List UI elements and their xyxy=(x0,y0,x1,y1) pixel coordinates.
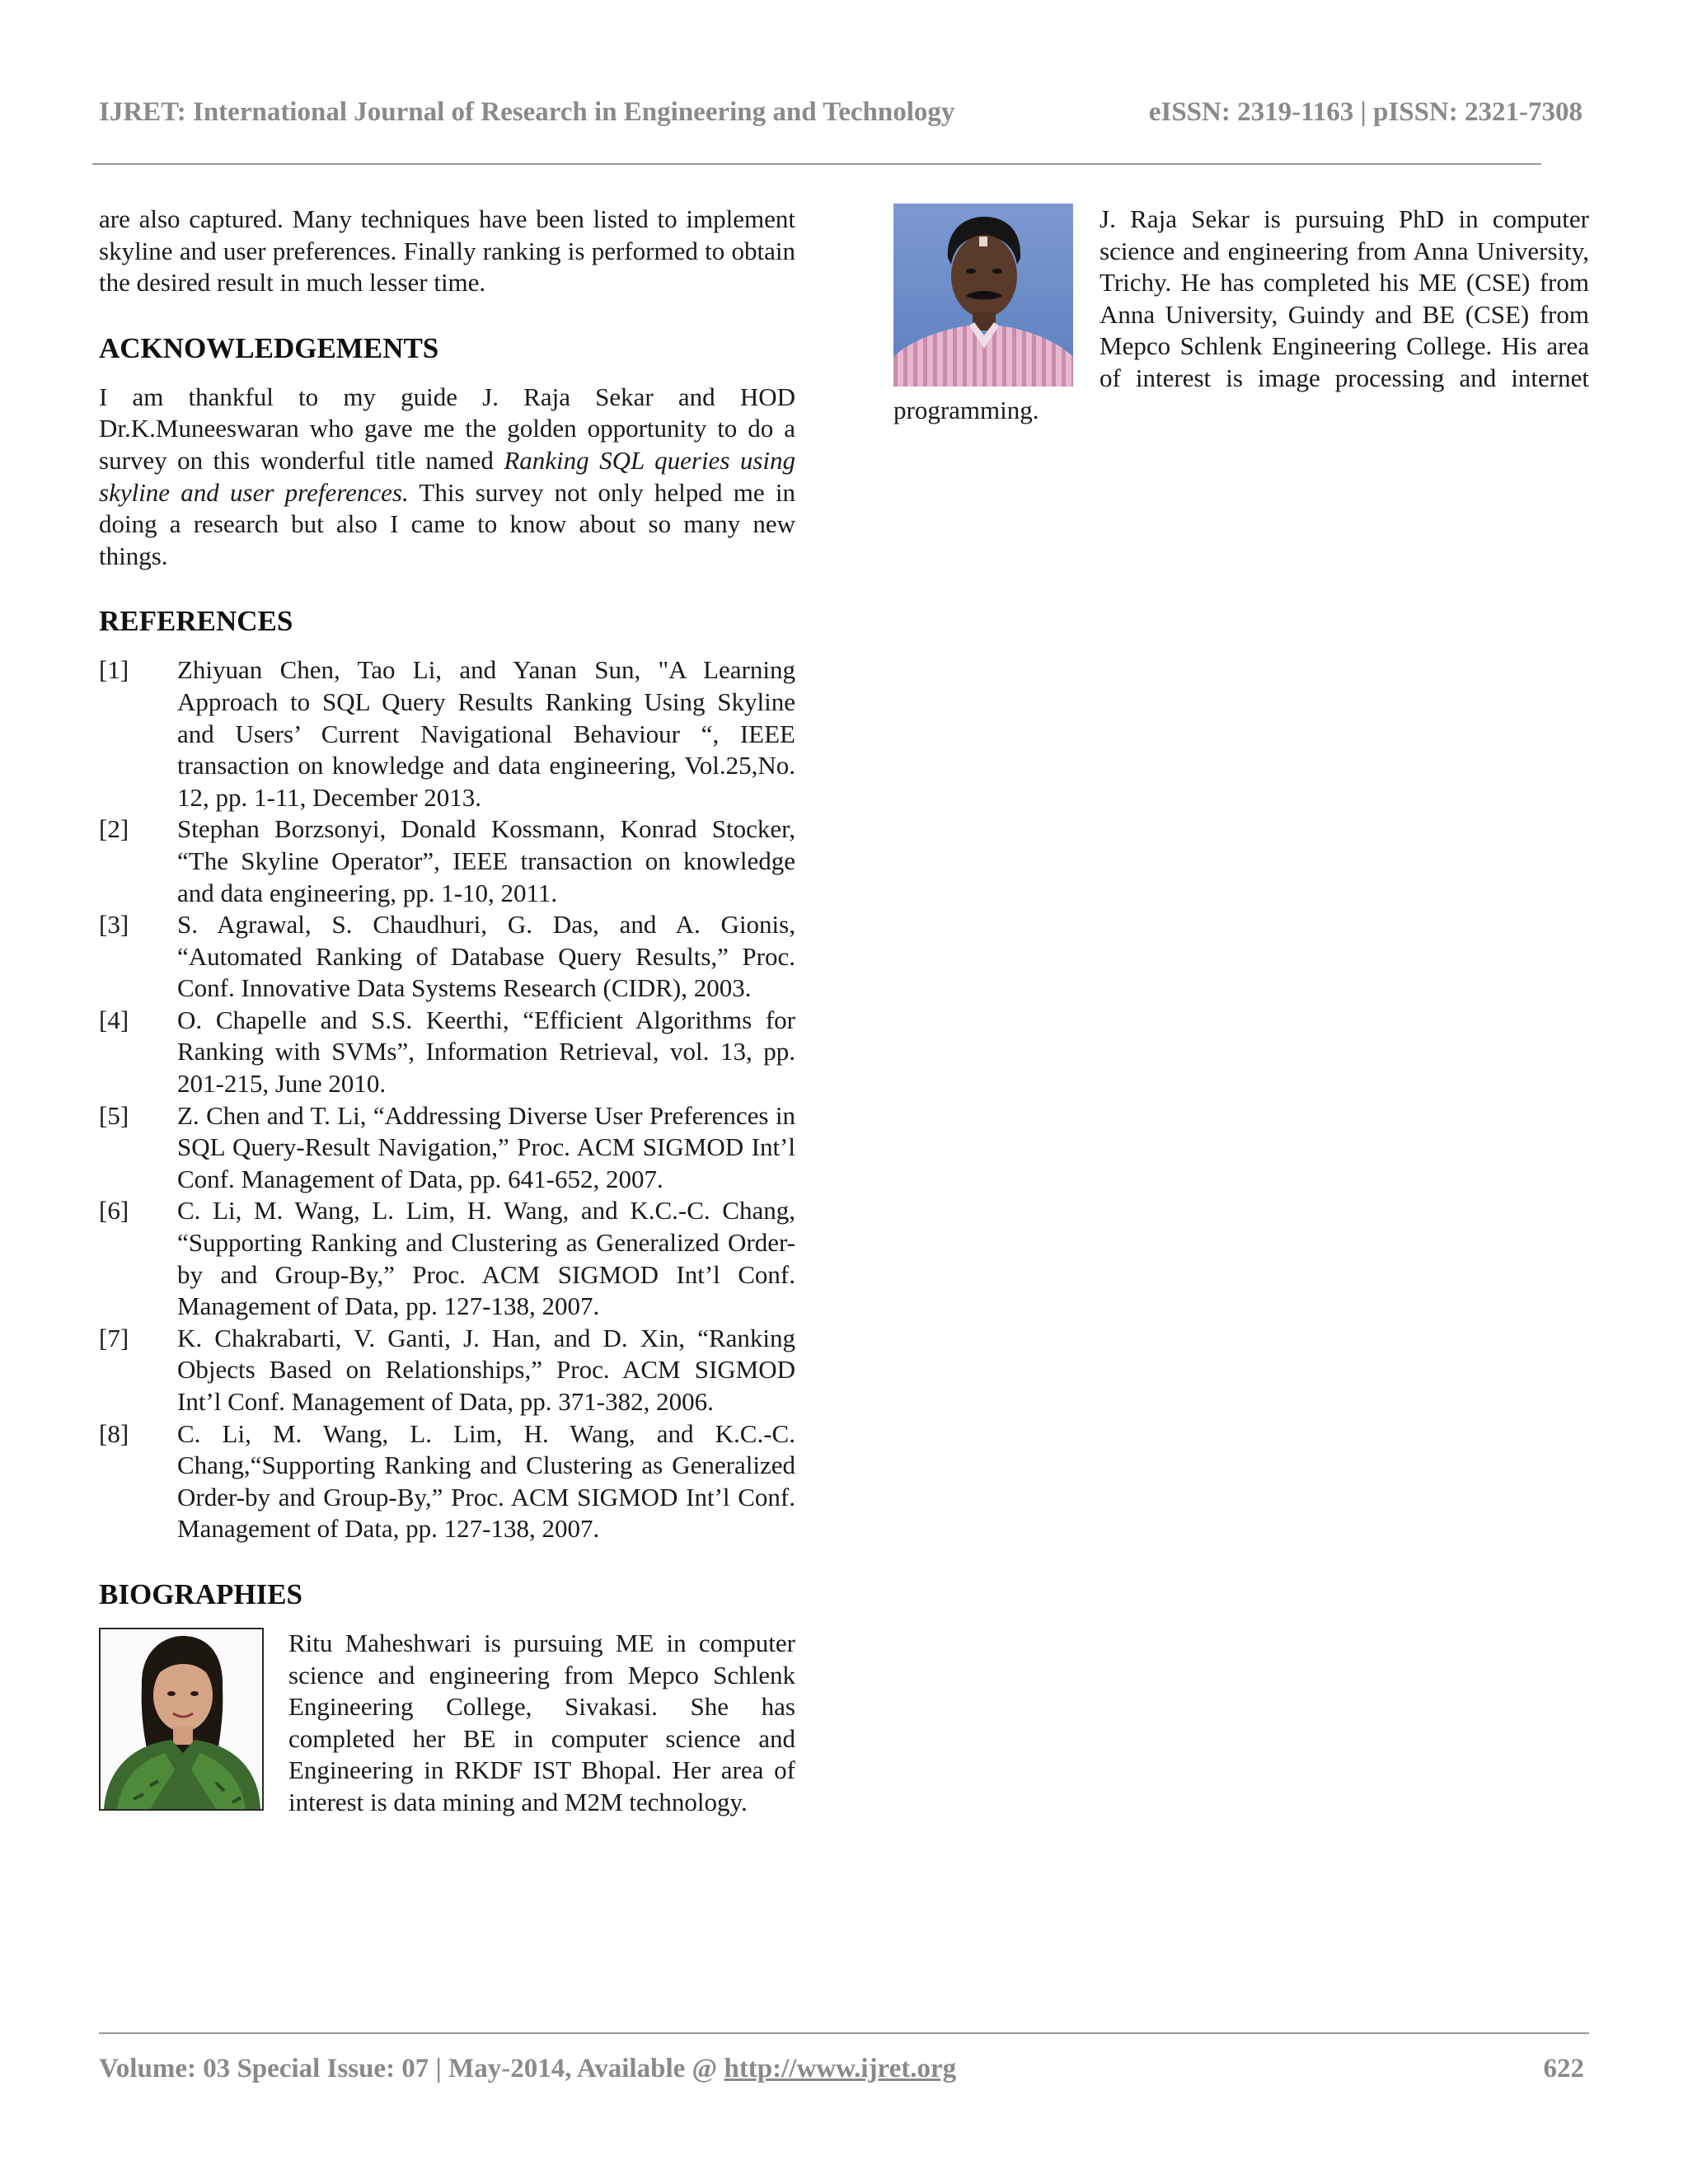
reference-number: [3] xyxy=(99,910,129,940)
reference-number: [7] xyxy=(99,1323,129,1352)
page-number: 622 xyxy=(1543,2054,1584,2083)
ack-text-after: This survey not only helped me in doing a research but also I came to know about so many new things. xyxy=(99,477,795,570)
intro-paragraph: are also captured. Many techniques have been listed to implement skyline and user preferences. Finally ranking is performed to obtain the desired result in much lesser time. xyxy=(99,204,795,298)
reference-item xyxy=(99,1323,795,1418)
biography-ritu xyxy=(99,1628,795,1819)
reference-number: [2] xyxy=(99,814,129,844)
acknowledgements-paragraph xyxy=(99,382,795,573)
reference-text: Stephan Borzsonyi, Donald Kossmann, Konrad Stocker, “The Skyline Operator”, IEEE transaction on knowledge and data engineering, pp. 1-10, 2011. xyxy=(177,814,795,907)
reference-text: C. Li, M. Wang, L. Lim, H. Wang, and K.C.-C. Chang, “Supporting Ranking and Clustering as Generalized Order-by and Group-By,” Proc. ACM SIGMOD Int’l Conf. Management of Data, pp. 127-138, 2007. xyxy=(177,1196,795,1321)
biography-ritu-text: Ritu Maheshwari is pursuing ME in computer science and engineering from Mepco Schlenk Engineering College, Sivakasi. She has completed her BE in computer science and Engineering in RKDF IST Bhopal. Her area of interest is data mining and M2M technology. xyxy=(288,1628,795,1816)
reference-item xyxy=(99,654,795,813)
reference-text: K. Chakrabarti, V. Ganti, J. Han, and D. Xin, “Ranking Objects Based on Relationships,” Proc. ACM SIGMOD Int’l Conf. Management of Data, pp. 371-382, 2006. xyxy=(177,1323,795,1416)
header-divider xyxy=(92,163,1541,165)
ack-survey-title: Ranking SQL queries using skyline and user preferences. xyxy=(99,445,796,507)
footer-volume xyxy=(99,2054,956,2084)
right-column xyxy=(893,204,1589,426)
ack-text-before: I am thankful to my guide J. Raja Sekar and HOD Dr.K.Muneeswaran who gave me the golden opportunity to do a survey on this wonderful title named xyxy=(99,382,795,475)
reference-item xyxy=(99,1418,795,1545)
biography-raja xyxy=(893,204,1589,426)
reference-item xyxy=(99,813,795,909)
author-photo-raja xyxy=(893,204,1073,387)
reference-number: [5] xyxy=(99,1100,129,1130)
reference-number: [1] xyxy=(99,655,129,685)
journal-title: IJRET: International Journal of Research in Engineering and Technology xyxy=(99,97,955,127)
reference-text: Zhiyuan Chen, Tao Li, and Yanan Sun, "A Learning Approach to SQL Query Results Ranking Using Skyline and Users’ Current Navigational Behaviour “, IEEE transaction on knowledge and data engineering, Vol.25,No. 12, pp. 1-11, December 2013. xyxy=(177,655,795,812)
reference-item xyxy=(99,1195,795,1322)
biographies-heading: BIOGRAPHIES xyxy=(99,1577,302,1610)
left-column xyxy=(99,204,795,1819)
issn-line: eISSN: 2319-1163 | pISSN: 2321-7308 xyxy=(1148,97,1582,127)
acknowledgements-heading: ACKNOWLEDGEMENTS xyxy=(99,331,439,364)
reference-text: C. Li, M. Wang, L. Lim, H. Wang, and K.C.-C. Chang,“Supporting Ranking and Clustering as Generalized Order-by and Group-By,” Proc. ACM SIGMOD Int’l Conf. Management of Data, pp. 127-138, 2007. xyxy=(177,1418,795,1544)
portrait-woman-image xyxy=(101,1629,262,1809)
journal-website-link[interactable]: http://www.ijret.org xyxy=(724,2054,957,2083)
reference-item xyxy=(99,909,795,1005)
reference-text: Z. Chen and T. Li, “Addressing Diverse User Preferences in SQL Query-Result Navigation,” Proc. ACM SIGMOD Int’l Conf. Management of Data, pp. 641-652, 2007. xyxy=(177,1100,795,1193)
reference-item xyxy=(99,1100,795,1196)
reference-list xyxy=(99,654,795,1545)
reference-number: [6] xyxy=(99,1196,129,1226)
biography-raja-text: J. Raja Sekar is pursuing PhD in computer science and engineering from Anna University, Trichy. He has completed his ME (CSE) from Anna University, Guindy and BE (CSE) from Mepco Schlenk Engineering College. His area of interest is image processing and internet programming. xyxy=(893,204,1589,424)
portrait-man-image xyxy=(893,204,1073,387)
reference-text: S. Agrawal, S. Chaudhuri, G. Das, and A. Gionis, “Automated Ranking of Database Query Results,” Proc. Conf. Innovative Data Systems Research (CIDR), 2003. xyxy=(177,910,795,1003)
reference-text: O. Chapelle and S.S. Keerthi, “Efficient Algorithms for Ranking with SVMs”, Information Retrieval, vol. 13, pp. 201-215, June 2010. xyxy=(177,1005,795,1099)
reference-number: [8] xyxy=(99,1418,129,1448)
footer-divider xyxy=(99,2032,1589,2034)
references-heading: REFERENCES xyxy=(99,605,293,638)
reference-number: [4] xyxy=(99,1005,129,1034)
footer-volume-text: Volume: 03 Special Issue: 07 | May-2014, Available @ xyxy=(99,2054,724,2083)
author-photo-ritu xyxy=(99,1628,264,1811)
reference-item xyxy=(99,1005,795,1100)
